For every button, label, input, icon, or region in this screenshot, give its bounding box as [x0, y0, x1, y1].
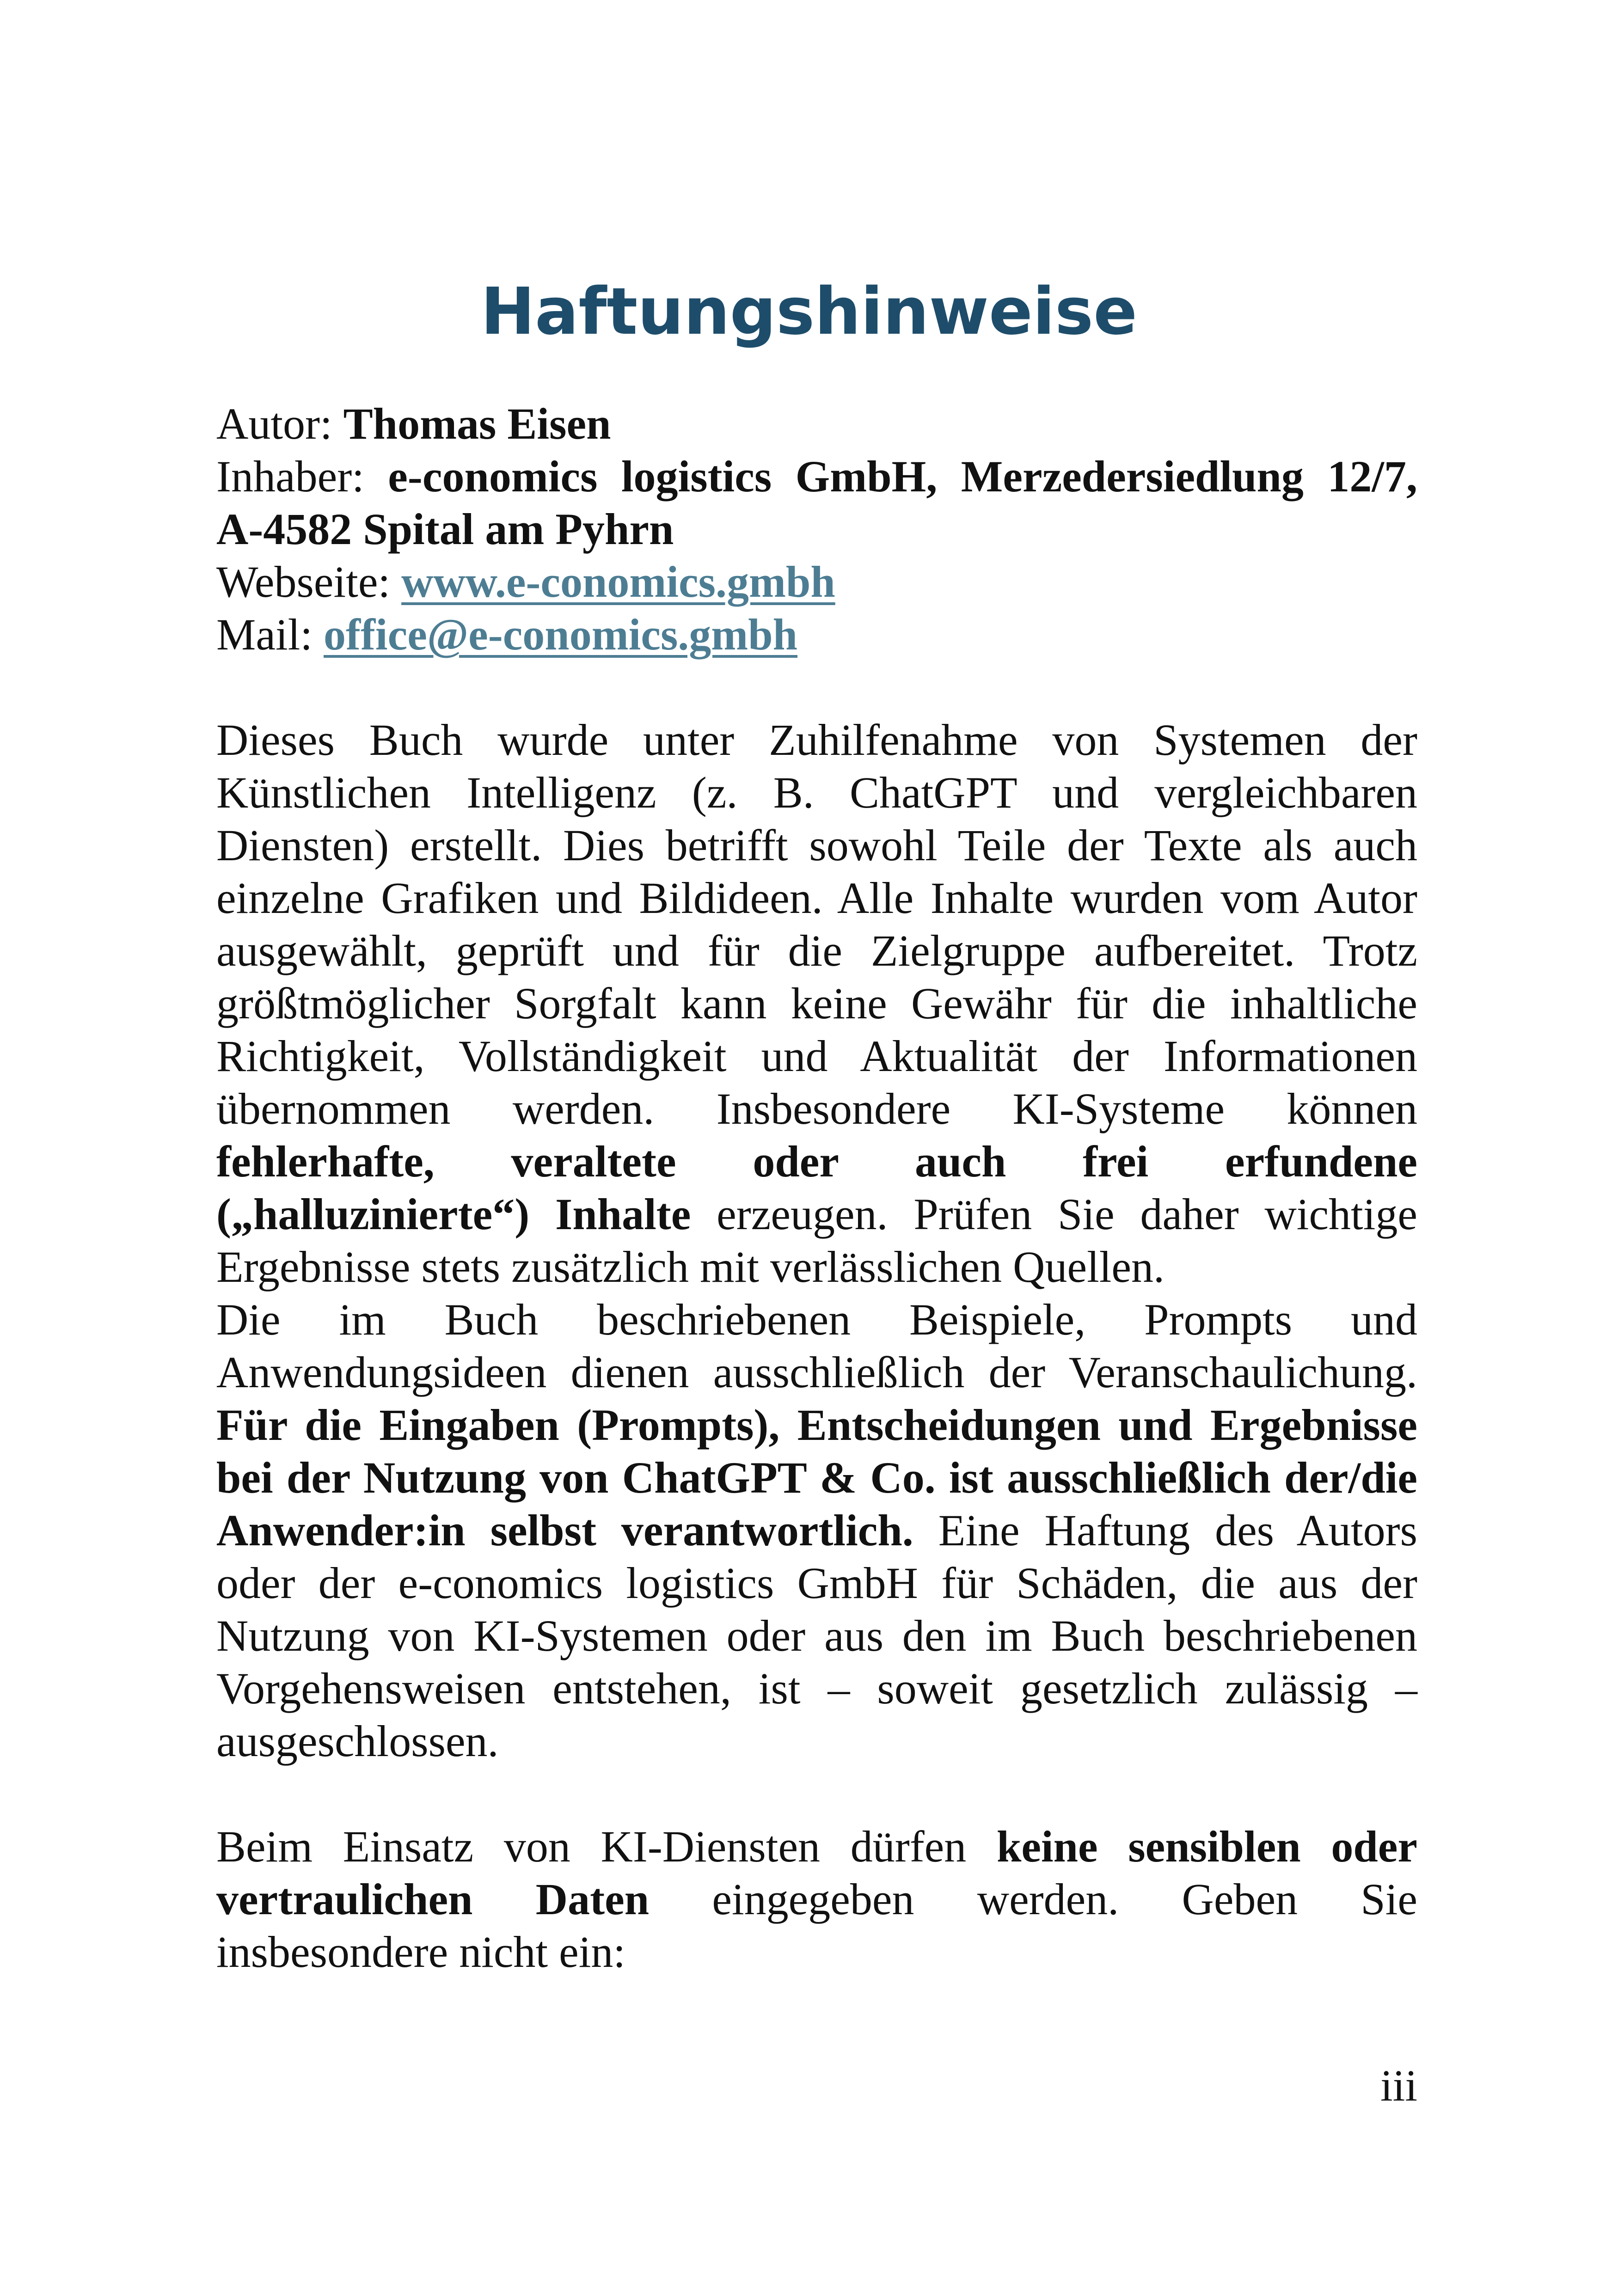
mail-line	[216, 608, 1417, 661]
text-line: Die im Buch beschriebenen Beispiele, Prompts und	[216, 1295, 1417, 1344]
text-line: ausgewählt, geprüft und für die Zielgruppe aufbereitet. Trotz	[216, 926, 1417, 975]
text-line: Nutzung von KI-Systemen oder aus den im Buch beschriebenen	[216, 1611, 1417, 1660]
bold-text: vertraulichen Daten	[216, 1874, 650, 1924]
paragraph-spacer	[216, 1768, 1417, 1820]
text-line: insbesondere nicht ein:	[216, 1927, 626, 1977]
text-line: oder der e-conomics logistics GmbH für Schäden, die aus der	[216, 1558, 1417, 1608]
paragraph-spacer	[216, 661, 1417, 714]
paragraph-sensitive-data	[216, 1820, 1417, 1978]
text-segment: erzeugen. Prüfen Sie daher wichtige	[691, 1189, 1418, 1239]
bold-text: keine sensiblen oder	[996, 1822, 1418, 1871]
page-title: Haftungshinweise	[480, 274, 1138, 349]
bold-text: („halluzinierte“) Inhalte	[216, 1189, 691, 1239]
text-segment: Beim Einsatz von KI-Diensten dürfen	[216, 1822, 997, 1871]
author-info-block	[216, 398, 1417, 661]
document-body	[216, 398, 1417, 1978]
text-line: größtmöglicher Sorgfalt kann keine Gewähr für die inhaltliche	[216, 979, 1417, 1028]
owner-address-line	[216, 503, 1417, 556]
text-line: einzelne Grafiken und Bildideen. Alle Inhalte wurden vom Autor	[216, 873, 1417, 923]
owner-label: Inhaber:	[216, 452, 388, 501]
text-segment: Eine Haftung des Autors	[913, 1506, 1417, 1555]
text-line: Vorgehensweisen entstehen, ist – soweit gesetzlich zulässig –	[216, 1664, 1417, 1713]
bold-text: Für die Eingaben (Prompts), Entscheidungen und Ergebnisse	[216, 1400, 1417, 1450]
author-name: Thomas Eisen	[343, 399, 611, 448]
author-line	[216, 398, 1417, 450]
owner-name: e-conomics logistics GmbH, Merzedersiedlung 12/7,	[388, 452, 1418, 501]
text-line: Anwendungsideen dienen ausschließlich der Veranschaulichung.	[216, 1347, 1417, 1397]
mail-label: Mail:	[216, 610, 324, 659]
text-line: ausgeschlossen.	[216, 1716, 499, 1766]
text-line: Diensten) erstellt. Dies betrifft sowohl Teile der Texte als auch	[216, 820, 1417, 870]
text-line-bold	[216, 1399, 1417, 1451]
website-line	[216, 556, 1417, 608]
author-label: Autor:	[216, 399, 343, 448]
text-line: Ergebnisse stets zusätzlich mit verlässlichen Quellen.	[216, 1242, 1165, 1292]
text-line: Richtigkeit, Vollständigkeit und Aktualität der Informationen	[216, 1031, 1417, 1081]
text-line: Dieses Buch wurde unter Zuhilfenahme von Systemen der	[216, 715, 1417, 765]
bold-text: fehlerhafte, veraltete oder auch frei erfundene	[216, 1137, 1417, 1186]
text-line	[216, 1820, 1417, 1873]
text-line	[216, 1188, 1417, 1241]
website-link[interactable]: www.e-conomics.gmbh	[401, 557, 835, 606]
website-label: Webseite:	[216, 557, 402, 606]
text-line-bold	[216, 1451, 1417, 1504]
page-number: iii	[1380, 2061, 1417, 2110]
paragraph-liability	[216, 1293, 1417, 1768]
owner-address: A-4582 Spital am Pyhrn	[216, 504, 674, 554]
text-segment: eingegeben werden. Geben Sie	[649, 1874, 1417, 1924]
mail-link[interactable]: office@e-conomics.gmbh	[323, 610, 798, 659]
text-line-bold	[216, 1135, 1417, 1188]
text-line	[216, 1504, 1417, 1557]
text-line	[216, 1873, 1417, 1926]
text-line: Künstlichen Intelligenz (z. B. ChatGPT und vergleichbaren	[216, 768, 1417, 817]
text-line: übernommen werden. Insbesondere KI-Systeme können	[216, 1084, 1417, 1133]
paragraph-ai-usage	[216, 714, 1417, 1293]
owner-line	[216, 450, 1417, 503]
bold-text: bei der Nutzung von ChatGPT & Co. ist ausschließlich der/die	[216, 1453, 1417, 1502]
bold-text: Anwender:in selbst verantwortlich.	[216, 1506, 913, 1555]
